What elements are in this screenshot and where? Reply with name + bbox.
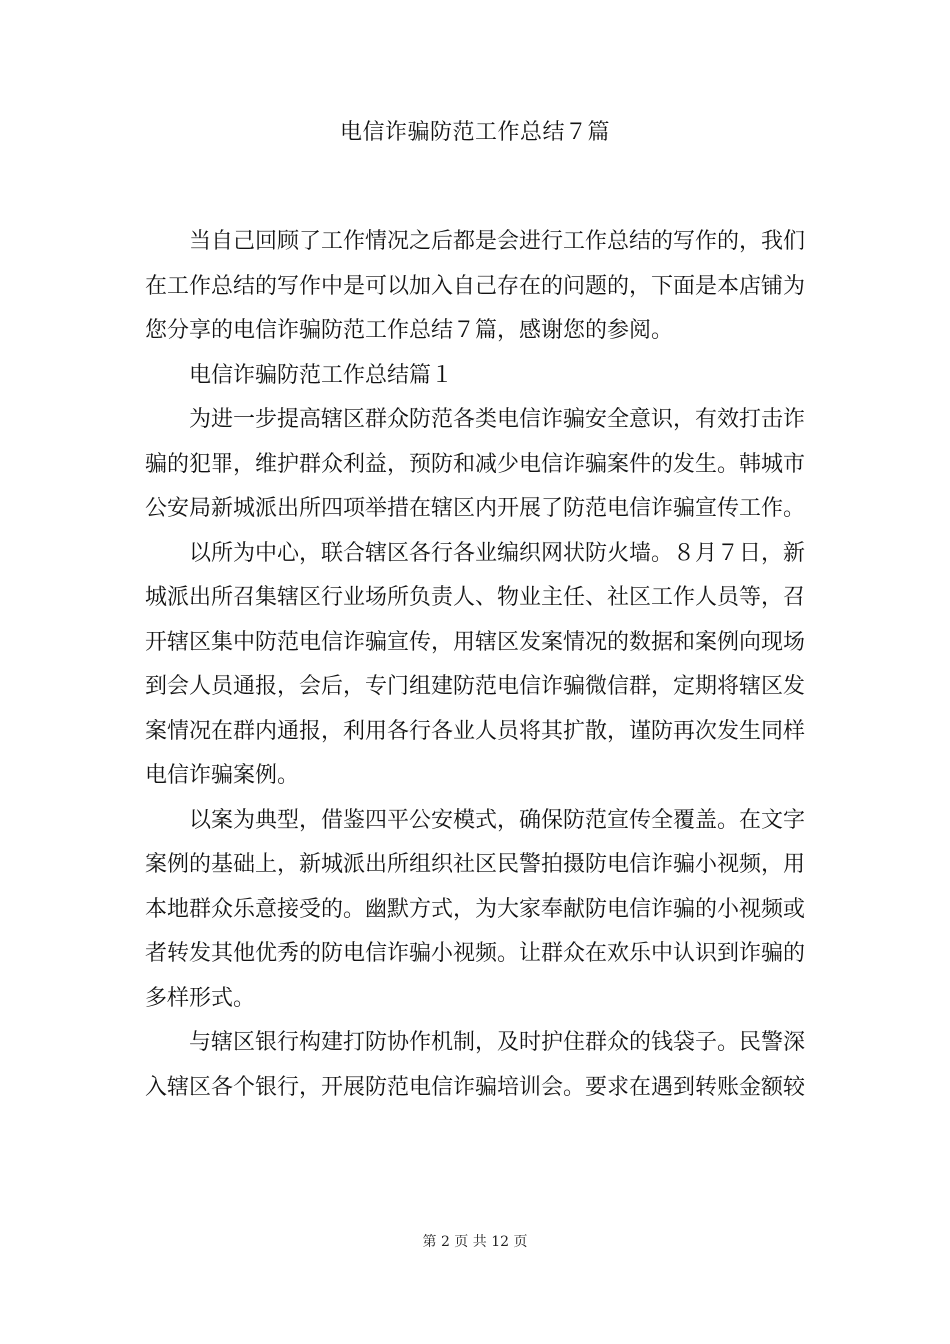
body-paragraph: 与辖区银行构建打防协作机制，及时护住群众的钱袋子。民警深入辖区各个银行，开展防范电信诈骗培训会。要求在遇到转账金额较 (145, 1030, 806, 1100)
body-paragraph: 以案为典型，借鉴四平公安模式，确保防范宣传全覆盖。在文字案例的基础上，新城派出所组织社区民警拍摄防电信诈骗小视频，用本地群众乐意接受的。幽默方式，为大家奉献防电信诈骗的小视频或者转发其他优秀的防电信诈骗小视频。让群众在欢乐中认识到诈骗的多样形式。 (145, 807, 806, 1011)
document-title: 电信诈骗防范工作总结７篇 (339, 120, 610, 145)
body-paragraph: 以所为中心，联合辖区各行各业编织网状防火墙。８月７日，新城派出所召集辖区行业场所负责人、物业主任、社区工作人员等，召开辖区集中防范电信诈骗宣传，用辖区发案情况的数据和案例向现场到会人员通报，会后，专门组建防范电信诈骗微信群，定期将辖区发案情况在群内通报，利用各行各业人员将其扩散，谨防再次发生同样电信诈骗案例。 (145, 540, 806, 788)
page-footer: 第 2 页 共 12 页 (422, 1234, 528, 1250)
intro-paragraph: 当自己回顾了工作情况之后都是会进行工作总结的写作的，我们在工作总结的写作中是可以加入自己存在的问题的，下面是本店铺为您分享的电信诈骗防范工作总结７篇，感谢您的参阅。 (145, 229, 806, 343)
body-paragraph: 为进一步提高辖区群众防范各类电信诈骗安全意识，有效打击诈骗的犯罪，维护群众利益，预防和减少电信诈骗案件的发生。韩城市公安局新城派出所四项举措在辖区内开展了防范电信诈骗宣传工作。 (145, 407, 806, 521)
section-heading: 电信诈骗防范工作总结篇１ (189, 362, 454, 388)
document-body (145, 220, 805, 1110)
